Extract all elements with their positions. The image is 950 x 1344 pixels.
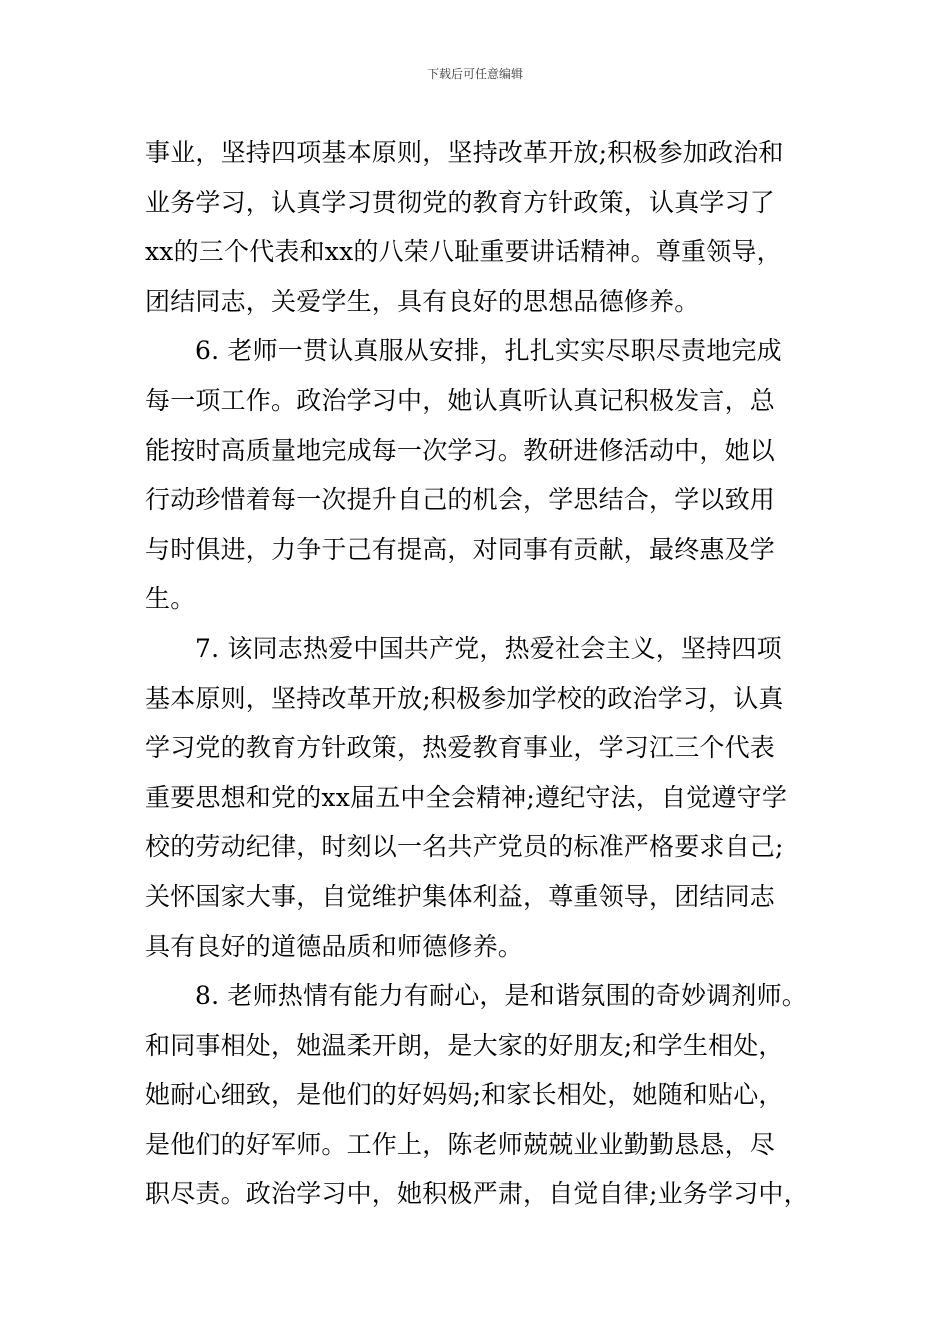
text-line: 生。	[145, 584, 196, 614]
text-line: 校的劳动纪律，时刻以一名共产党员的标准严格要求自己;	[145, 832, 784, 862]
text-line: 8. 老师热情有能力有耐心，是和谐氛围的奇妙调剂师。	[195, 981, 808, 1011]
text-line: 每一项工作。政治学习中，她认真听认真记积极发言，总	[145, 385, 776, 415]
text-line: 与时俱进，力争于己有提高，对同事有贡献，最终惠及学	[145, 534, 776, 564]
text-line: 重要思想和党的xx届五中全会精神;遵纪守法，自觉遵守学	[145, 782, 788, 812]
text-line: 关怀国家大事，自觉维护集体利益，尊重领导，团结同志	[145, 881, 776, 911]
text-line: 事业，坚持四项基本原则，坚持改革开放;积极参加政治和	[145, 138, 784, 167]
text-line: 能按时高质量地完成每一次学习。教研进修活动中，她以	[145, 435, 776, 465]
text-line: 她耐心细致，是他们的好妈妈;和家长相处，她随和贴心，	[145, 1080, 784, 1110]
text-line: 职尽责。政治学习中，她积极严肃，自觉自律;业务学习中，	[145, 1179, 809, 1209]
text-line: 7. 该同志热爱中国共产党，热爱社会主义，坚持四项	[195, 633, 782, 663]
text-line: 行动珍惜着每一次提升自己的机会，学思结合，学以致用	[145, 485, 776, 515]
text-line: 具有良好的道德品质和师德修养。	[145, 931, 524, 961]
text-line: 团结同志，关爱学生，具有良好的思想品德修养。	[145, 286, 700, 316]
page-header: 下载后可任意编辑	[426, 67, 523, 81]
text-line: 是他们的好军师。工作上，陈老师兢兢业业勤勤恳恳，尽	[145, 1129, 776, 1159]
text-line: xx的三个代表和xx的八荣八耻重要讲话精神。尊重领导，	[145, 237, 782, 267]
document-body	[145, 128, 825, 1219]
text-line: 业务学习，认真学习贯彻党的教育方针政策，认真学习了	[145, 187, 776, 217]
text-line: 学习党的教育方针政策，热爱教育事业，学习江三个代表	[145, 733, 776, 763]
text-line: 基本原则，坚持改革开放;积极参加学校的政治学习，认真	[145, 683, 784, 713]
text-line: 和同事相处，她温柔开朗，是大家的好朋友;和学生相处，	[145, 1030, 784, 1060]
text-line: 6. 老师一贯认真服从安排，扎扎实实尽职尽责地完成	[195, 336, 782, 366]
